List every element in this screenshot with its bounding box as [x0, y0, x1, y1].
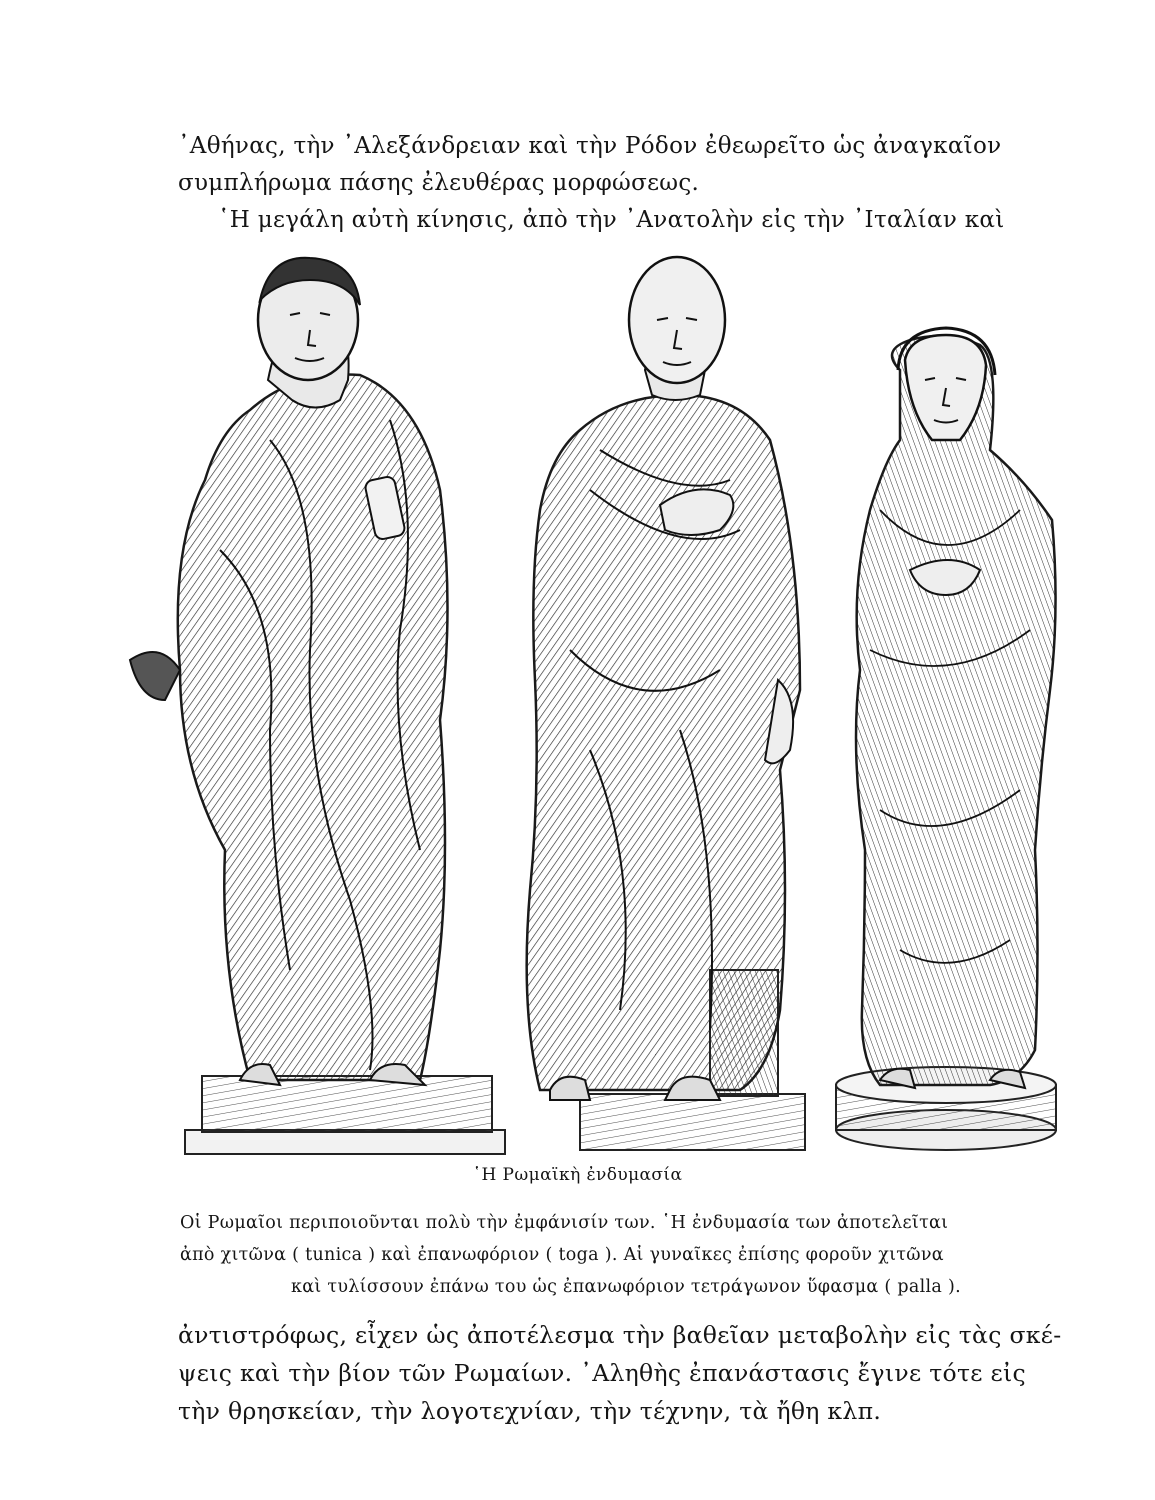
figure-caption-text: [180, 1207, 1032, 1303]
text-line: ψεις καὶ τὴν βίον τῶν Ρωμαίων. ᾿Αληθὴς ἐπανάστασις ἔγινε τότε εἰς: [178, 1359, 1026, 1387]
text-line: ἀντιστρόφως, εἶχεν ὡς ἀποτέλεσμα τὴν βαθεῖαν μεταβολὴν εἰς τὰς σκέ-: [178, 1321, 1062, 1349]
statue-man-with-scroll: [130, 258, 505, 1154]
text-line: συμπλήρωμα πάσης ἐλευθέρας μορφώσεως.: [178, 170, 700, 196]
statue-bald-orator: [527, 257, 805, 1150]
text-line: ῾Η μεγάλη αὐτὴ κίνησις, ἀπὸ τὴν ᾿Ανατολὴν εἰς τὴν ᾿Ιταλίαν καὶ: [218, 207, 1005, 233]
statue-veiled-woman: [836, 328, 1056, 1150]
roman-dress-illustration: [120, 250, 1070, 1160]
top-paragraph: [178, 128, 1048, 239]
text-line: ᾿Αθήνας, τὴν ᾿Αλεξάνδρειαν καὶ τὴν Ρόδον ἐθεωρεῖτο ὡς ἀναγκαῖον: [178, 133, 1002, 159]
caption-line: καὶ τυλίσσουν ἐπάνω του ὡς ἐπανωφόριον τετράγωνον ὕφασμα ( palla ).: [290, 1277, 961, 1297]
bottom-paragraph: [178, 1316, 1062, 1430]
caption-line: Οἱ Ρωμαῖοι περιποιοῦνται πολὺ τὴν ἐμφάνισίν των. ῾Η ἐνδυμασία των ἀποτελεῖται: [180, 1213, 949, 1233]
text-line: τὴν θρησκείαν, τὴν λογοτεχνίαν, τὴν τέχνην, τὰ ἤθη κλπ.: [178, 1397, 882, 1425]
caption-line: ἀπὸ χιτῶνα ( tunica ) καὶ ἐπανωφόριον ( toga ). Αἱ γυναῖκες ἐπίσης φοροῦν χιτῶνα: [180, 1245, 944, 1265]
figure-caption-title: ῾Η Ρωμαϊκὴ ἐνδυμασία: [472, 1165, 683, 1185]
